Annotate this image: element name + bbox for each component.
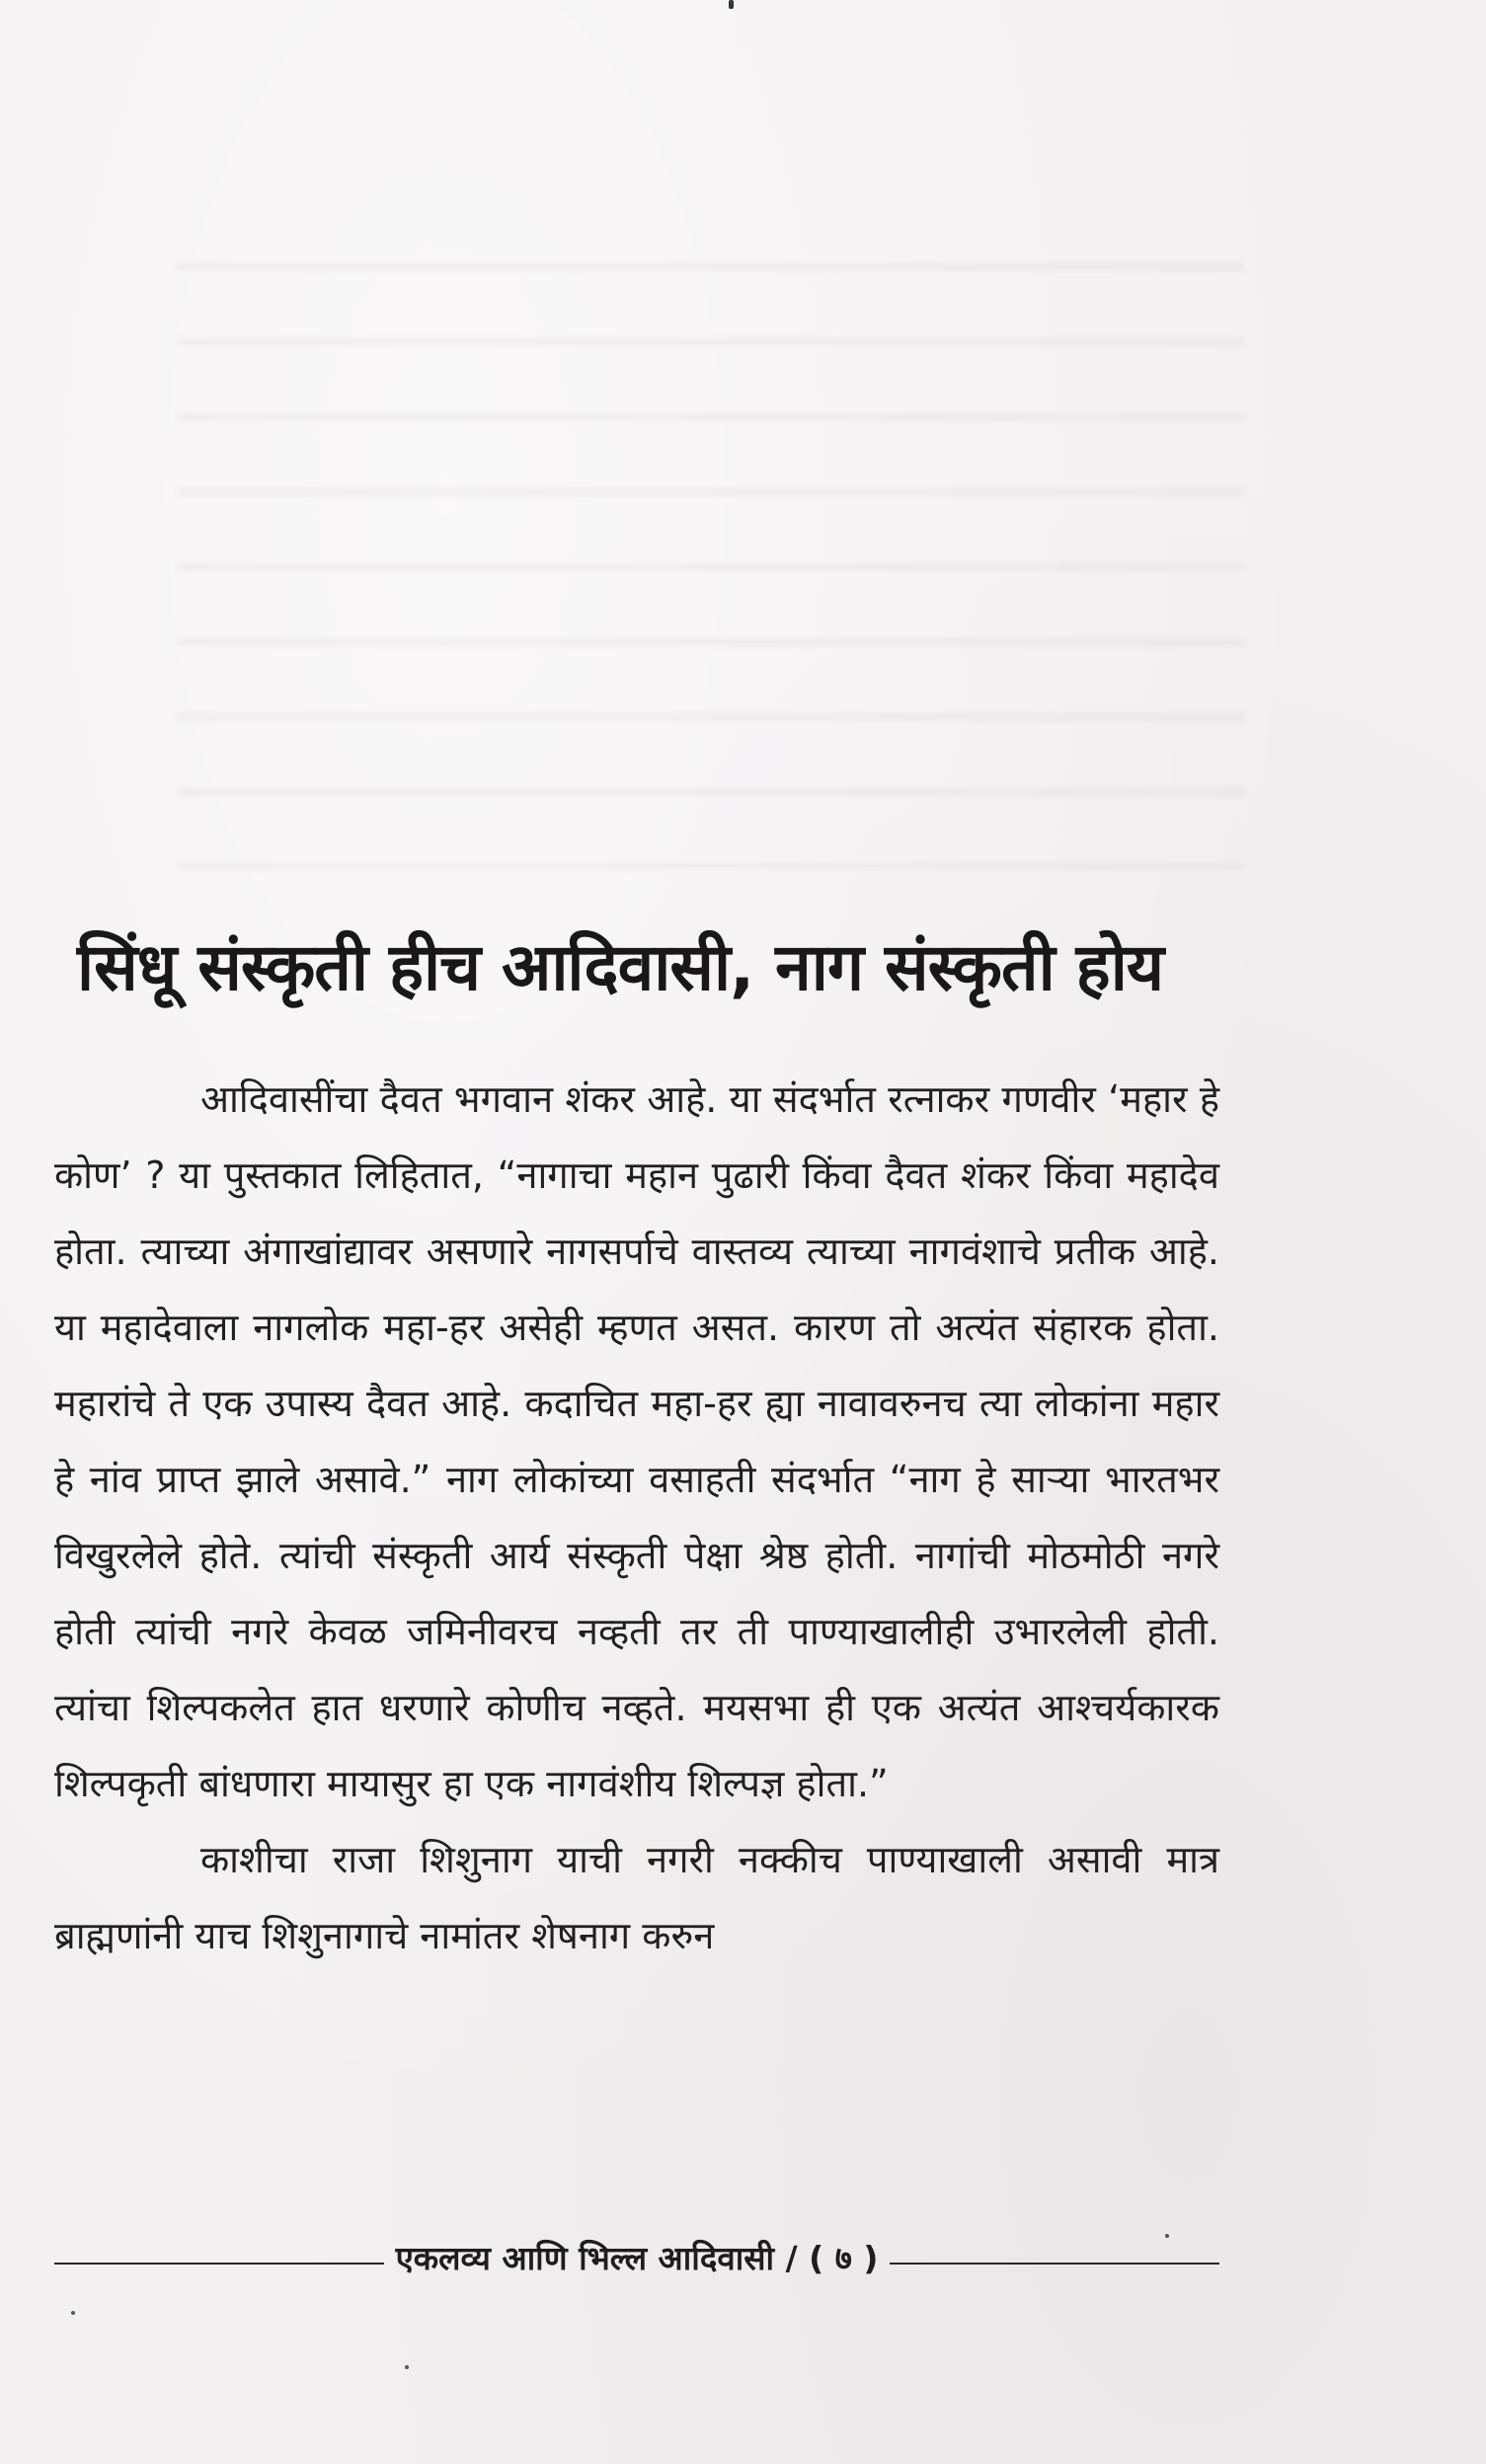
chapter-heading: सिंधू संस्कृती हीच आदिवासी, नाग संस्कृती होय xyxy=(77,929,1164,1005)
paper-speck xyxy=(71,2311,75,2315)
paper-speck xyxy=(405,2365,409,2369)
page-footer xyxy=(54,2227,1219,2286)
body-text xyxy=(54,1062,1219,1974)
paragraph-2: काशीचा राजा शिशुनाग याची नगरी नक्कीच पाण्याखाली असावी मात्र ब्राह्मणांनी याच शिशुनागाचे नामांतर शेषनाग करुन xyxy=(54,1838,1219,1957)
footer-title: एकलव्य आणि भिल्ल आदिवासी / ( ७ ) xyxy=(395,2238,879,2277)
footer-rule-right xyxy=(890,2263,1219,2265)
footer-rule-left xyxy=(54,2263,384,2265)
ink-speck xyxy=(729,0,734,9)
paper-speck xyxy=(1165,2234,1169,2238)
bleed-through-shadow xyxy=(178,227,1244,869)
paragraph-1: आदिवासींचा दैवत भगवान शंकर आहे. या संदर्भात रत्नाकर गणवीर ‘महार हे कोण’ ? या पुस्तकात लिहितात, “नागाचा महान पुढारी किंवा दैवत शंकर किंवा महादेव होता. त्याच्या अंगाखांद्यावर असणारे नागसर्पाचे वास्तव्य त्याच्या नागवंशाचे प्रतीक आहे. या महादेवाला नागलोक महा-हर असेही म्हणत असत. कारण तो अत्यंत संहारक होता. महारांचे ते एक उपास्य दैवत आहे. कदाचित महा-हर ह्या नावावरुनच त्या लोकांना महार हे नांव प्राप्त झाले असावे.” नाग लोकांच्या वसाहती संदर्भात “नाग हे साऱ्या भारतभर विखुरलेले होते. त्यांची संस्कृती आर्य संस्कृती पेक्षा श्रेष्ठ होती. नागांची मोठमोठी नगरे होती त्यांची नगरे केवळ जमिनीवरच नव्हती तर ती पाण्याखालीही उभारलेली होती. त्यांचा शिल्पकलेत हात धरणारे कोणीच नव्हते. मयसभा ही एक अत्यंत आश्चर्यकारक शिल्पकृती बांधणारा मायासुर हा एक नागवंशीय शिल्पज्ञ होता.” xyxy=(54,1077,1219,1805)
